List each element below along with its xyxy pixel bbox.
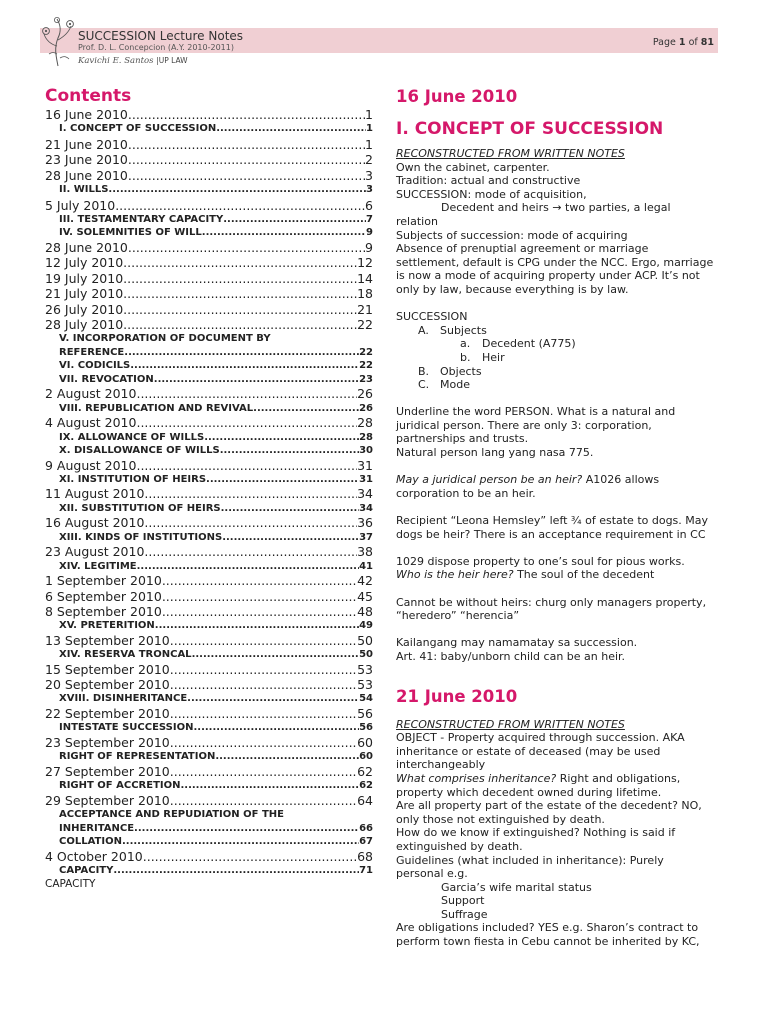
toc-leader (128, 152, 365, 167)
toc-entry-title: VI. CODICILS (59, 360, 131, 372)
text-line: RECONSTRUCTED FROM WRITTEN NOTES (396, 717, 625, 731)
toc-entry-title: 28 July 2010 (45, 316, 124, 332)
text-line: Own the cabinet, carpenter. (396, 160, 550, 174)
text-line: Are all property part of the estate of the decedent? NO, (396, 799, 702, 813)
toc-leader (128, 168, 365, 183)
toc-entry-title: 20 September 2010 (45, 677, 170, 693)
toc-entry[interactable] (45, 183, 373, 198)
text-line: Support (441, 894, 485, 908)
toc-entry[interactable] (45, 808, 373, 822)
toc-leader (204, 431, 359, 445)
text-line: Natural person lang yang nasa 775. (396, 446, 594, 460)
toc-entry[interactable] (45, 604, 373, 619)
toc-leader (108, 183, 366, 198)
text-line: relation (396, 214, 438, 228)
toc-leader (170, 764, 357, 779)
text-line: Are obligations included? YES e.g. Sharon’s contract to (396, 921, 699, 935)
toc-leader (123, 271, 357, 286)
toc-leader (253, 402, 359, 416)
toc-entry-page: 30 (359, 445, 373, 457)
toc-entry-page: 23 (359, 373, 373, 385)
text-line: Guidelines (what included in inheritance): Purely (396, 853, 664, 867)
toc-entry[interactable] (45, 317, 373, 332)
flower-logo-icon (40, 16, 76, 68)
toc-entry-title: 16 August 2010 (45, 515, 145, 531)
toc-leader (192, 648, 360, 662)
toc-entry-title: VII. REVOCATION (59, 373, 154, 385)
page-number: 1 (678, 37, 686, 48)
text-line: Recipient “Leona Hemsley” left ¾ of estate to dogs. May (396, 514, 709, 528)
paragraph-gap (396, 297, 716, 311)
toc-entry[interactable] (45, 648, 373, 662)
toc-leader (162, 604, 357, 619)
toc-leader (123, 302, 357, 317)
toc-leader (134, 822, 359, 836)
toc-entry-title: RIGHT OF REPRESENTATION (59, 751, 216, 763)
toc-entry[interactable] (45, 735, 373, 750)
toc-entry-page: 64 (357, 792, 373, 808)
toc-entry[interactable] (45, 226, 373, 240)
toc-entry-title: 29 September 2010 (45, 792, 170, 808)
toc-entry-page: 1 (365, 107, 373, 122)
paragraph-gap (396, 541, 716, 555)
toc-entry-page: 66 (359, 822, 373, 834)
text-line: What comprises inheritance? Right and obligations, (396, 771, 681, 785)
toc-entry-title: 1 September 2010 (45, 573, 162, 589)
toc-heading: Contents (45, 86, 132, 106)
toc-leader (206, 473, 359, 487)
toc-entry[interactable] (45, 240, 373, 255)
toc-entry-title: 9 August 2010 (45, 457, 137, 473)
paragraph-gap (396, 392, 716, 406)
text-line: Subjects of succession: mode of acquiring (396, 228, 628, 242)
toc-entry-page: 48 (357, 603, 373, 619)
toc-entry[interactable] (45, 764, 373, 779)
toc-entry-title: 4 August 2010 (45, 415, 137, 431)
text-line: RECONSTRUCTED FROM WRITTEN NOTES (396, 147, 625, 160)
toc-entry[interactable] (45, 122, 373, 137)
toc-leader (128, 137, 365, 152)
toc-entry[interactable] (45, 822, 373, 836)
toc-entry-title: 11 August 2010 (45, 486, 145, 502)
toc-entry-title: IV. SOLEMNITIES OF WILL (59, 227, 202, 239)
date-heading: 16 June 2010 (396, 87, 518, 106)
paragraph-gap (396, 582, 716, 596)
toc-entry-page: 41 (359, 560, 373, 572)
toc-leader (216, 122, 366, 137)
toc-entry-page: 50 (357, 632, 373, 648)
toc-entry[interactable] (45, 373, 373, 387)
toc-entry-title: 27 September 2010 (45, 763, 170, 779)
text-line: “heredero” “herencia” (396, 609, 520, 623)
text-line: SUCCESSION (396, 310, 468, 324)
toc-entry[interactable] (45, 168, 373, 183)
toc-entry-title: VIII. REPUBLICATION AND REVIVAL (59, 402, 254, 414)
table-of-contents (45, 86, 373, 891)
text-line: SUCCESSION: mode of acquisition, (396, 187, 587, 201)
section-heading: I. CONCEPT OF SUCCESSION (396, 119, 664, 139)
toc-entry[interactable] (45, 473, 373, 487)
toc-leader (143, 849, 357, 864)
toc-entry-page: 45 (357, 588, 373, 604)
toc-leader (136, 386, 357, 401)
text-line: only by law, because everything is by law. (396, 282, 629, 296)
toc-entry[interactable] (45, 619, 373, 633)
toc-leader (221, 502, 359, 516)
text-line: Absence of prenuptial agreement or marriage (396, 242, 649, 256)
toc-entry-page: 62 (357, 763, 373, 779)
toc-entry[interactable] (45, 286, 373, 301)
text-line: Kailangang may namamatay sa succession. (396, 636, 638, 650)
toc-entry[interactable] (45, 502, 373, 516)
toc-entry[interactable] (45, 152, 373, 167)
toc-entry-title: 28 June 2010 (45, 239, 128, 255)
text-line: Underline the word PERSON. What is a natural and (396, 405, 676, 419)
toc-leader (115, 198, 365, 213)
toc-leader (123, 317, 357, 332)
toc-entry[interactable] (45, 107, 373, 122)
toc-entry-title: I. CONCEPT OF SUCCESSION (59, 123, 217, 135)
toc-entry-title: XII. SUBSTITUTION OF HEIRS (59, 502, 221, 514)
toc-entry-page: 3 (366, 184, 373, 196)
toc-list (45, 107, 373, 877)
toc-leader (170, 633, 357, 648)
toc-entry-page: 71 (359, 864, 373, 876)
toc-entry-page: 42 (357, 573, 373, 589)
toc-leader (162, 589, 357, 604)
toc-entry-page: 9 (366, 227, 373, 239)
author-signature (78, 56, 188, 66)
text-line: Who is the heir here? The soul of the decedent (396, 568, 655, 582)
toc-leader (154, 373, 359, 387)
toc-entry-title: XIII. KINDS OF INSTITUTIONS (59, 531, 223, 543)
toc-entry[interactable] (45, 213, 373, 227)
text-line: extinguished by death. (396, 839, 523, 853)
body-text (396, 147, 716, 664)
toc-entry[interactable] (45, 255, 373, 270)
toc-entry[interactable] (45, 849, 373, 864)
toc-entry-page: 50 (359, 649, 373, 661)
toc-entry-title: 28 June 2010 (45, 167, 128, 183)
toc-entry-title: 22 September 2010 (45, 705, 170, 721)
toc-entry-title: 2 August 2010 (45, 386, 137, 402)
toc-entry-page: 1 (366, 123, 373, 135)
toc-leader (155, 619, 359, 633)
toc-entry-title: 5 July 2010 (45, 197, 116, 213)
toc-entry-title: 15 September 2010 (45, 661, 170, 677)
text-line: settlement, default is CPG under the NCC. Ergo, marriage (396, 255, 714, 269)
toc-entry-title: 13 September 2010 (45, 632, 170, 648)
toc-entry[interactable] (45, 560, 373, 574)
toc-entry-title: COLLATION (59, 836, 122, 848)
text-line: Decedent and heirs → two parties, a legal (441, 201, 671, 215)
toc-leader (128, 240, 365, 255)
toc-entry-page: 38 (357, 544, 373, 560)
toc-leader (136, 415, 357, 430)
text-line: partnerships and trusts. (396, 432, 529, 446)
toc-entry-page: 49 (359, 620, 373, 632)
toc-entry[interactable] (45, 359, 373, 373)
toc-entry-page: 6 (365, 197, 373, 213)
text-line: is now a mode of acquiring property under ACP. It’s not (396, 269, 700, 283)
toc-entry[interactable] (45, 793, 373, 808)
toc-leader (144, 515, 357, 530)
toc-leader (124, 346, 359, 360)
toc-entry[interactable] (45, 677, 373, 692)
toc-entry-page: 12 (357, 255, 373, 271)
toc-leader (122, 835, 359, 849)
toc-leader (170, 662, 357, 677)
text-line: Cannot be without heirs: churg only managers property, (396, 595, 707, 609)
toc-entry[interactable] (45, 431, 373, 445)
toc-leader (170, 677, 357, 692)
list-item: B. Objects (418, 364, 482, 378)
toc-entry-title: REFERENCE (59, 346, 125, 358)
toc-entry[interactable] (45, 486, 373, 501)
toc-entry[interactable] (45, 721, 373, 735)
toc-entry[interactable] (45, 332, 373, 346)
toc-entry[interactable] (45, 692, 373, 706)
toc-entry[interactable] (45, 402, 373, 416)
toc-entry-title: 21 June 2010 (45, 136, 128, 152)
toc-leader (170, 735, 357, 750)
document-body (396, 86, 716, 949)
toc-entry-title: III. TESTAMENTARY CAPACITY (59, 213, 224, 225)
date-heading: 21 June 2010 (396, 686, 518, 706)
toc-entry-title: INTESTATE SUCCESSION (59, 722, 194, 734)
toc-entry-title: IX. ALLOWANCE OF WILLS (59, 431, 205, 443)
toc-entry[interactable] (45, 198, 373, 213)
list-item: a. Decedent (A775) (460, 337, 576, 351)
toc-entry-page: 22 (359, 346, 373, 358)
toc-entry-page: 26 (359, 402, 373, 414)
toc-entry-page: 7 (366, 213, 373, 225)
toc-entry-page: 3 (365, 167, 373, 183)
document-title: SUCCESSION Lecture Notes (78, 29, 244, 43)
toc-entry-title: XIV. LEGITIME (59, 560, 137, 572)
text-line: May a juridical person be an heir? A1026 allows (396, 473, 660, 487)
toc-entry[interactable] (45, 633, 373, 648)
toc-entry-page: 60 (359, 751, 373, 763)
signature-name: Kavichi E. Santos (78, 56, 154, 66)
toc-entry-title: 19 July 2010 (45, 270, 124, 286)
toc-leader (123, 255, 357, 270)
paragraph-gap (396, 500, 716, 514)
toc-entry-title: 4 October 2010 (45, 848, 143, 864)
toc-leader (113, 864, 359, 878)
toc-entry-page: 54 (359, 693, 373, 705)
toc-entry[interactable] (45, 589, 373, 604)
toc-leader (144, 544, 357, 559)
toc-entry[interactable] (45, 835, 373, 849)
text-line: corporation to be an heir. (396, 486, 536, 500)
toc-entry-page: 22 (357, 316, 373, 332)
toc-entry-page: 14 (357, 270, 373, 286)
toc-entry-title: 8 September 2010 (45, 603, 162, 619)
toc-leader (202, 226, 366, 240)
toc-leader (223, 213, 366, 227)
body-text (396, 718, 716, 949)
text-line: Tradition: actual and constructive (396, 174, 581, 188)
toc-entry-title: 23 September 2010 (45, 734, 170, 750)
toc-entry[interactable] (45, 415, 373, 430)
toc-leader (130, 359, 359, 373)
toc-entry-title: 21 July 2010 (45, 286, 124, 302)
toc-entry-page: 53 (357, 661, 373, 677)
toc-entry-title: II. WILLS (59, 184, 109, 196)
toc-entry[interactable] (45, 531, 373, 545)
list-item: b. Heir (460, 350, 505, 364)
text-line: inheritance or estate of deceased (may be used (396, 744, 661, 758)
toc-entry-title: X. DISALLOWANCE OF WILLS (59, 445, 220, 457)
toc-entry[interactable] (45, 302, 373, 317)
paragraph-gap (396, 623, 716, 637)
toc-leader (193, 721, 359, 735)
text-line: Art. 41: baby/unborn child can be an heir. (396, 649, 626, 663)
school-label: |UP LAW (156, 56, 188, 65)
text-line: How do we know if extinguished? Nothing is said if (396, 826, 676, 840)
text-line: Suffrage (441, 907, 488, 921)
toc-entry-title: INHERITANCE (59, 822, 135, 834)
page-indicator: Page 1 of 81 (652, 37, 714, 48)
toc-entry-page: 9 (365, 239, 373, 255)
list-item: C. Mode (418, 378, 470, 392)
text-line: juridical person. There are only 3: corporation, (396, 418, 652, 432)
page-total: 81 (700, 37, 714, 48)
toc-leader (170, 793, 357, 808)
toc-entry-page: 21 (357, 301, 373, 317)
toc-entry-page: 2 (365, 152, 373, 168)
toc-entry-page: 62 (359, 780, 373, 792)
toc-leader (144, 486, 357, 501)
toc-entry-title: XI. INSTITUTION OF HEIRS (59, 473, 207, 485)
text-line: Garcia’s wife marital status (441, 880, 592, 894)
text-line: OBJECT - Property acquired through succession. AKA (396, 731, 685, 745)
toc-entry[interactable] (45, 544, 373, 559)
toc-entry-page: 31 (357, 457, 373, 473)
toc-entry-page: 18 (357, 286, 373, 302)
list-item: A. Subjects (418, 323, 487, 337)
toc-entry-title: 23 June 2010 (45, 152, 128, 168)
toc-entry[interactable] (45, 458, 373, 473)
toc-entry[interactable] (45, 706, 373, 721)
toc-leader (137, 560, 359, 574)
toc-trailing-text: CAPACITY (45, 878, 96, 891)
toc-entry-page: 37 (359, 531, 373, 543)
toc-entry-page: 22 (359, 360, 373, 372)
toc-entry[interactable] (45, 386, 373, 401)
toc-entry-title: V. INCORPORATION OF DOCUMENT BY (59, 333, 271, 345)
text-line: only those not extinguished by death. (396, 812, 605, 826)
toc-entry[interactable] (45, 137, 373, 152)
document-subtitle: Prof. D. L. Concepcion (A.Y. 2010-2011) (78, 43, 234, 52)
text-line: interchangeably (396, 758, 486, 772)
toc-entry-title: RIGHT OF ACCRETION (59, 780, 181, 792)
toc-leader (215, 750, 359, 764)
toc-entry-page: 56 (357, 705, 373, 721)
toc-entry[interactable] (45, 779, 373, 793)
toc-entry-title: XV. PRETERITION (59, 620, 155, 632)
text-line: property which decedent owned during lifetime. (396, 785, 662, 799)
toc-entry[interactable] (45, 515, 373, 530)
toc-leader (180, 779, 359, 793)
text-line: personal e.g. (396, 867, 468, 881)
toc-entry-title: 26 July 2010 (45, 301, 124, 317)
toc-entry[interactable] (45, 444, 373, 458)
toc-entry[interactable] (45, 750, 373, 764)
toc-entry-page: 68 (357, 848, 373, 864)
toc-entry-page: 28 (357, 415, 373, 431)
toc-entry-title: 16 June 2010 (45, 107, 128, 122)
toc-leader (162, 573, 357, 588)
toc-entry-page: 36 (357, 515, 373, 531)
toc-entry[interactable] (45, 864, 373, 878)
toc-entry-page: 26 (357, 386, 373, 402)
toc-leader (170, 706, 357, 721)
text-line: 1029 dispose property to one’s soul for pious works. (396, 554, 685, 568)
text-line: dogs be heir? There is an acceptance requirement in CC (396, 527, 706, 541)
text-line: perform town fiesta in Cebu cannot be inherited by KC, (396, 935, 700, 949)
toc-leader (128, 107, 365, 122)
toc-entry-title: XIV. RESERVA TRONCAL (59, 649, 192, 661)
toc-entry-title: CAPACITY (59, 864, 114, 876)
toc-entry-title: 6 September 2010 (45, 588, 162, 604)
toc-leader (222, 531, 359, 545)
toc-leader (123, 286, 357, 301)
toc-entry-page: 34 (357, 486, 373, 502)
toc-entry-title: XVIII. DISINHERITANCE (59, 693, 188, 705)
toc-entry[interactable] (45, 662, 373, 677)
toc-entry-page: 34 (359, 502, 373, 514)
toc-entry-page: 56 (359, 722, 373, 734)
toc-entry-title: 12 July 2010 (45, 255, 124, 271)
toc-entry-title: ACCEPTANCE AND REPUDIATION OF THE (59, 809, 284, 821)
toc-entry[interactable] (45, 346, 373, 360)
toc-leader (220, 444, 359, 458)
toc-entry-page: 28 (359, 431, 373, 443)
paragraph-gap (396, 460, 716, 474)
toc-entry-page: 60 (357, 734, 373, 750)
toc-entry-title: 23 August 2010 (45, 544, 145, 560)
toc-leader (187, 692, 359, 706)
toc-entry-page: 31 (359, 473, 373, 485)
toc-entry-page: 1 (365, 136, 373, 152)
toc-entry-page: 67 (359, 836, 373, 848)
toc-leader (136, 458, 357, 473)
toc-entry[interactable] (45, 271, 373, 286)
toc-entry-page: 53 (357, 677, 373, 693)
toc-entry[interactable] (45, 573, 373, 588)
